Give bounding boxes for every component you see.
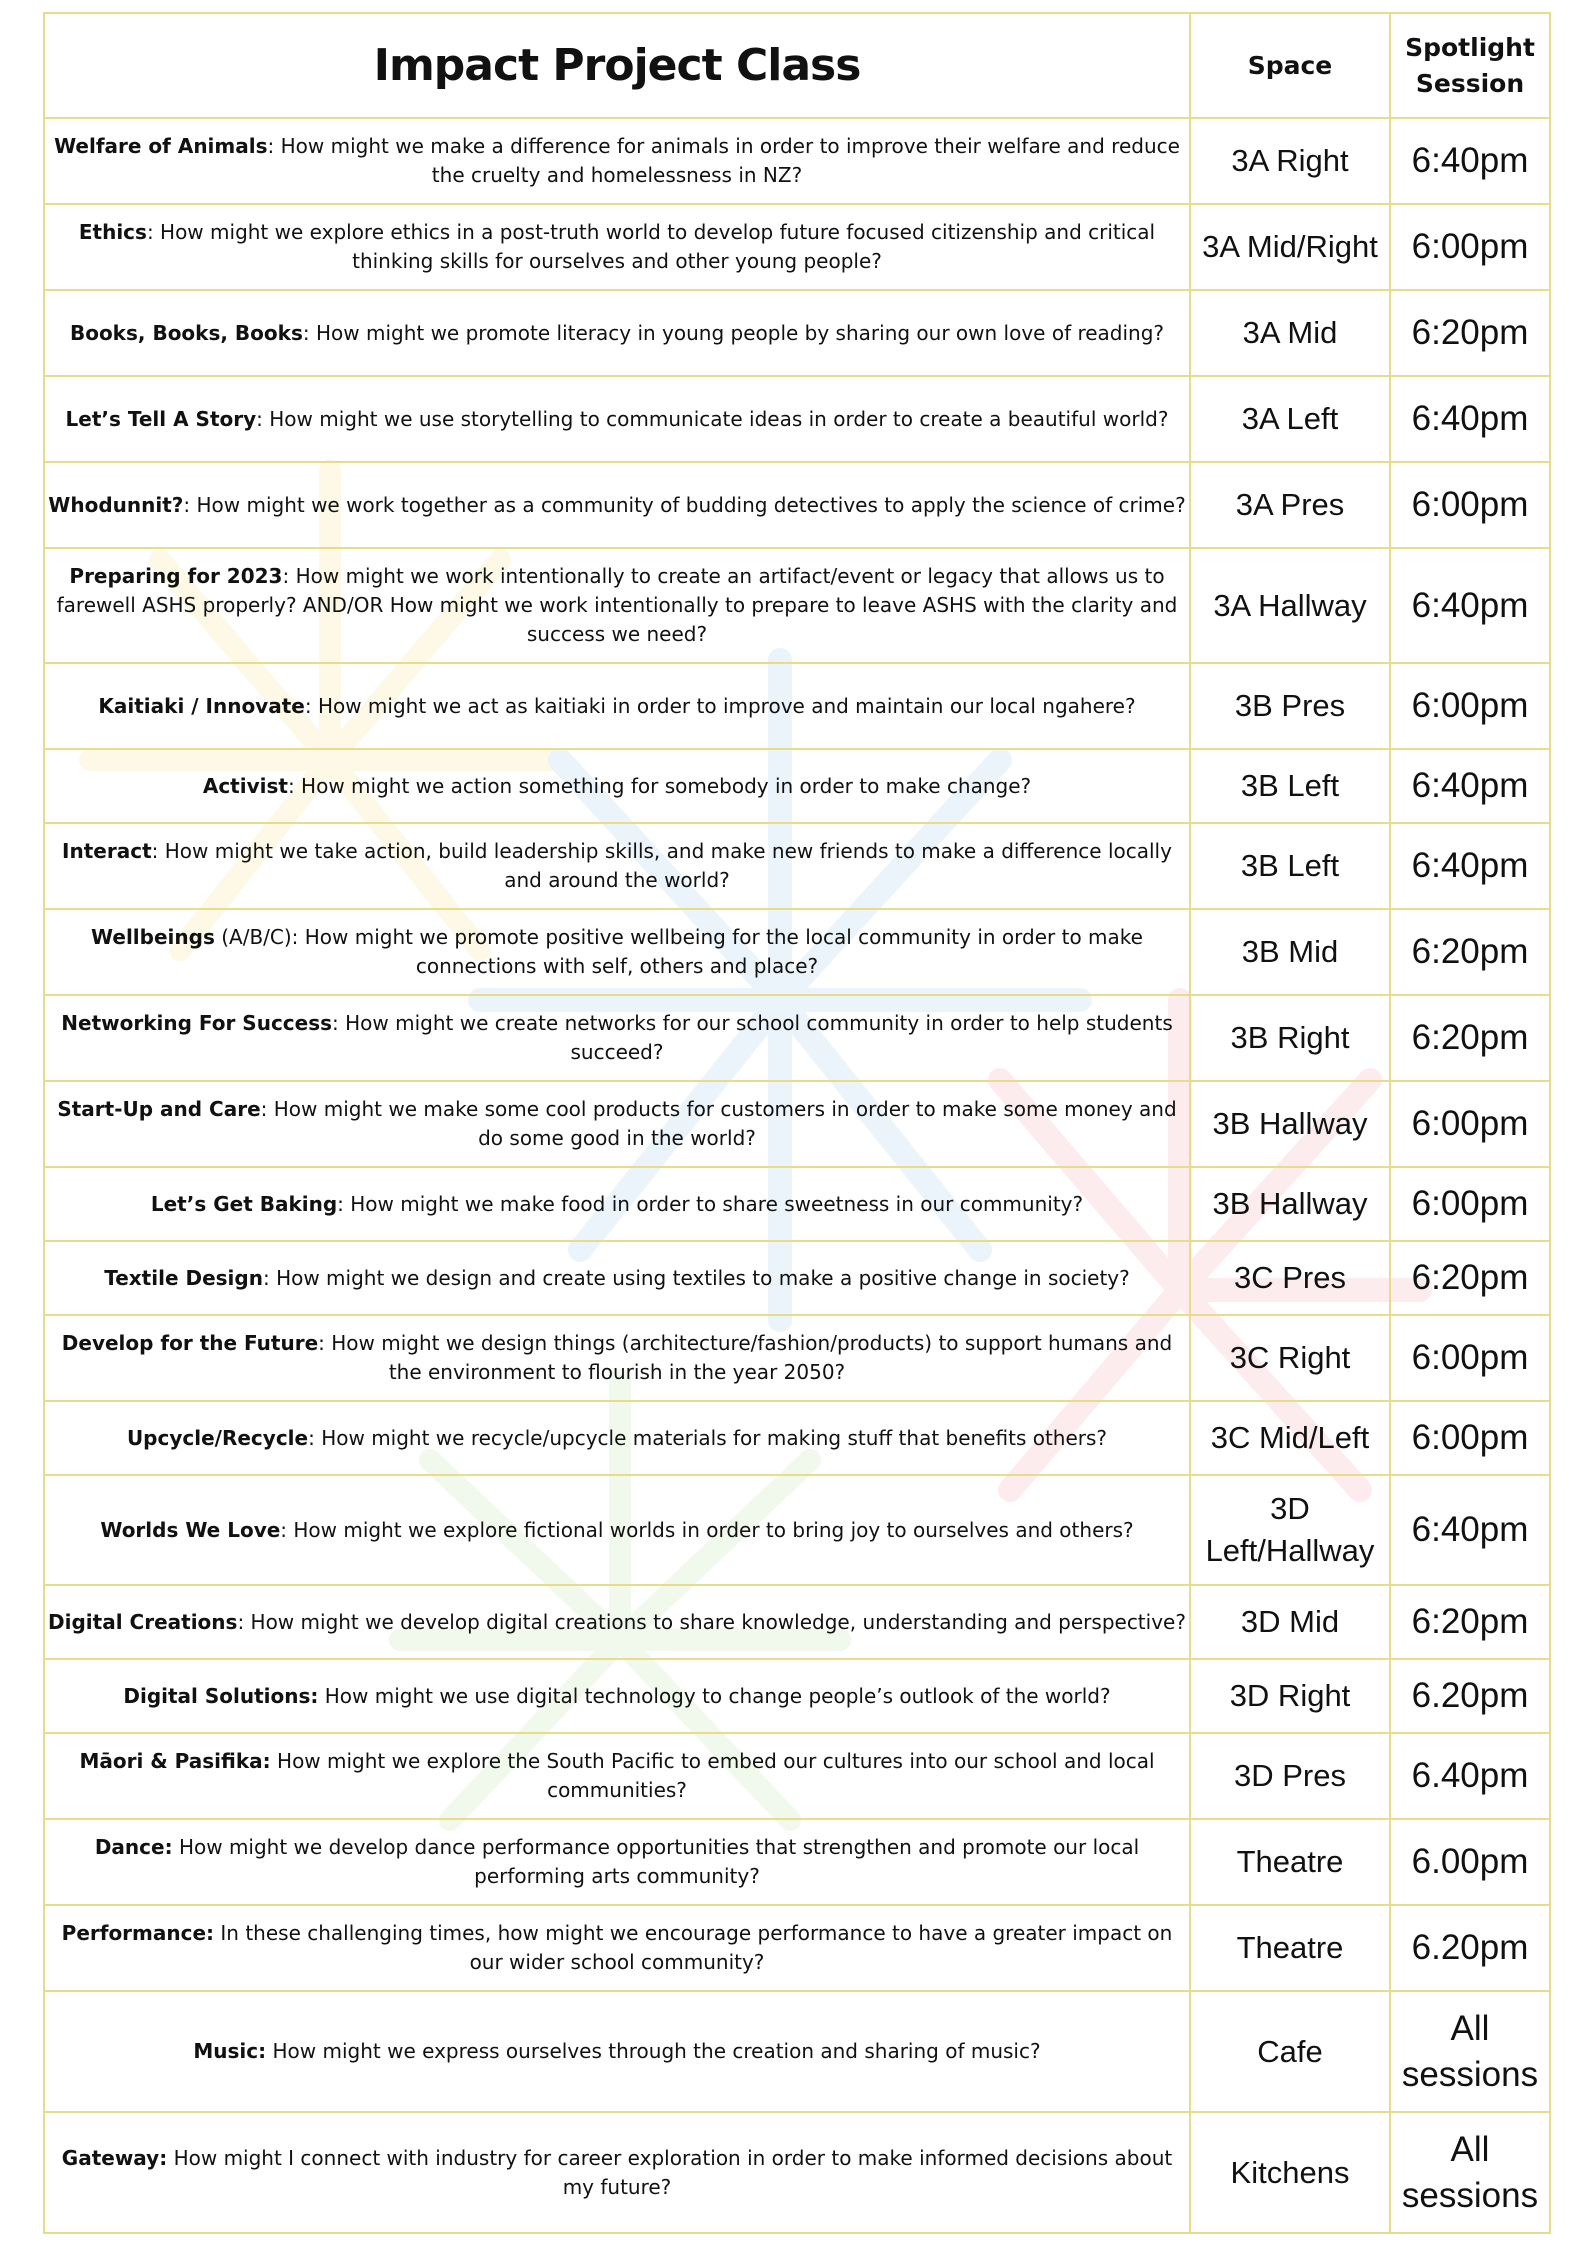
project-question: : How might we make a difference for animals in order to improve their welfare and reduce the cruelty and homelessness in NZ? bbox=[267, 134, 1180, 187]
spotlight-time-cell: 6.40pm bbox=[1390, 1733, 1550, 1819]
space-cell: 3A Mid/Right bbox=[1190, 204, 1390, 290]
project-question: : How might we develop digital creations to share knowledge, understanding and perspective? bbox=[237, 1609, 1186, 1634]
project-name: Gateway: bbox=[61, 2145, 168, 2170]
project-name: Develop for the Future bbox=[61, 1331, 319, 1355]
table-row bbox=[44, 290, 1550, 376]
table-row bbox=[44, 376, 1550, 462]
project-description-cell bbox=[44, 663, 1190, 749]
project-name: Digital Creations bbox=[48, 1609, 238, 1634]
space-cell: 3B Mid bbox=[1190, 909, 1390, 995]
spotlight-time-cell: 6:20pm bbox=[1390, 995, 1550, 1081]
project-description-cell bbox=[44, 909, 1190, 995]
spotlight-time-cell: 6.20pm bbox=[1390, 1905, 1550, 1991]
project-question: : How might we explore fictional worlds in order to bring joy to ourselves and others? bbox=[280, 1517, 1134, 1542]
space-cell: 3A Left bbox=[1190, 376, 1390, 462]
table-row bbox=[44, 1475, 1550, 1585]
project-description-cell bbox=[44, 376, 1190, 462]
table-row bbox=[44, 1659, 1550, 1733]
project-name: Māori & Pasifika: bbox=[79, 1749, 271, 1773]
space-cell: 3D Pres bbox=[1190, 1733, 1390, 1819]
space-cell: 3B Left bbox=[1190, 823, 1390, 909]
space-cell: 3B Pres bbox=[1190, 663, 1390, 749]
space-cell: 3A Hallway bbox=[1190, 548, 1390, 663]
project-name: Textile Design bbox=[104, 1265, 263, 1290]
project-question: (A/B/C): How might we promote positive wellbeing for the local community in order to make connections with self, others and place? bbox=[214, 925, 1143, 978]
table-row bbox=[44, 548, 1550, 663]
spotlight-time-cell: All sessions bbox=[1390, 2112, 1550, 2233]
project-name: Start-Up and Care bbox=[57, 1097, 261, 1121]
project-name: Wellbeings bbox=[91, 925, 215, 949]
table-row bbox=[44, 823, 1550, 909]
project-question: How might we develop dance performance opportunities that strengthen and promote our local performing arts community? bbox=[172, 1835, 1140, 1888]
space-cell: Cafe bbox=[1190, 1991, 1390, 2112]
space-cell: 3D Mid bbox=[1190, 1585, 1390, 1659]
table-row bbox=[44, 1167, 1550, 1241]
spotlight-time-cell: 6:40pm bbox=[1390, 749, 1550, 823]
table-row bbox=[44, 1315, 1550, 1401]
project-description-cell bbox=[44, 118, 1190, 204]
project-question: : How might we make food in order to share sweetness in our community? bbox=[337, 1191, 1084, 1216]
spotlight-time-cell: 6:20pm bbox=[1390, 290, 1550, 376]
space-cell: 3C Mid/Left bbox=[1190, 1401, 1390, 1475]
project-name: Performance: bbox=[61, 1921, 215, 1945]
spotlight-time-cell: 6:00pm bbox=[1390, 1401, 1550, 1475]
project-name: Digital Solutions: bbox=[123, 1683, 319, 1708]
project-description-cell bbox=[44, 1401, 1190, 1475]
header-title: Impact Project Class bbox=[373, 40, 861, 91]
project-name: Preparing for 2023 bbox=[69, 564, 283, 588]
project-name: Worlds We Love bbox=[100, 1517, 281, 1542]
project-description-cell bbox=[44, 995, 1190, 1081]
header-spotlight-label: Spotlight Session bbox=[1405, 32, 1535, 98]
table-row bbox=[44, 1905, 1550, 1991]
project-description-cell bbox=[44, 462, 1190, 548]
project-description-cell bbox=[44, 1733, 1190, 1819]
header-impact-project-class bbox=[44, 13, 1190, 118]
project-name: Networking For Success bbox=[61, 1011, 333, 1035]
project-name: Kaitiaki / Innovate bbox=[98, 693, 305, 718]
project-description-cell bbox=[44, 204, 1190, 290]
project-question: How might I connect with industry for career exploration in order to make informed decisions about my future? bbox=[167, 2145, 1173, 2199]
space-cell: 3C Right bbox=[1190, 1315, 1390, 1401]
project-question: : How might we promote literacy in young people by sharing our own love of reading? bbox=[302, 320, 1165, 345]
project-description-cell bbox=[44, 1315, 1190, 1401]
table-row bbox=[44, 749, 1550, 823]
project-question: How might we use digital technology to change people’s outlook of the world? bbox=[318, 1683, 1111, 1708]
project-name: Let’s Tell A Story bbox=[65, 406, 257, 431]
spotlight-time-cell: 6:40pm bbox=[1390, 376, 1550, 462]
project-question: How might we express ourselves through the creation and sharing of music? bbox=[266, 2039, 1041, 2063]
project-name: Books, Books, Books bbox=[69, 320, 303, 345]
spotlight-time-cell: 6:00pm bbox=[1390, 1315, 1550, 1401]
project-question: : How might we use storytelling to communicate ideas in order to create a beautiful world? bbox=[256, 406, 1169, 431]
project-description-cell bbox=[44, 548, 1190, 663]
table-row bbox=[44, 1241, 1550, 1315]
table-row bbox=[44, 2112, 1550, 2233]
table-row bbox=[44, 118, 1550, 204]
project-description-cell bbox=[44, 1991, 1190, 2112]
spotlight-time-cell: 6.20pm bbox=[1390, 1659, 1550, 1733]
table-row bbox=[44, 995, 1550, 1081]
space-cell: 3D Left/Hallway bbox=[1190, 1475, 1390, 1585]
schedule-body bbox=[44, 118, 1550, 2233]
project-question: How might we explore the South Pacific to embed our cultures into our school and local communities? bbox=[270, 1749, 1155, 1802]
space-cell: Kitchens bbox=[1190, 2112, 1390, 2233]
spotlight-time-cell: 6:20pm bbox=[1390, 909, 1550, 995]
project-question: : How might we design and create using textiles to make a positive change in society? bbox=[262, 1265, 1130, 1290]
project-question: : How might we action something for somebody in order to make change? bbox=[287, 773, 1032, 798]
table-row bbox=[44, 663, 1550, 749]
spotlight-time-cell: 6:40pm bbox=[1390, 823, 1550, 909]
header-spotlight bbox=[1390, 13, 1550, 118]
project-description-cell bbox=[44, 1081, 1190, 1167]
spotlight-time-cell: 6:00pm bbox=[1390, 204, 1550, 290]
project-schedule-table bbox=[43, 12, 1551, 2234]
space-cell: 3D Right bbox=[1190, 1659, 1390, 1733]
project-name: Music: bbox=[193, 2039, 267, 2063]
project-description-cell bbox=[44, 2112, 1190, 2233]
project-question: : How might we create networks for our school community in order to help students succeed? bbox=[332, 1011, 1173, 1064]
space-cell: 3C Pres bbox=[1190, 1241, 1390, 1315]
space-cell: 3A Right bbox=[1190, 118, 1390, 204]
project-question: In these challenging times, how might we encourage performance to have a greater impact on our wider school community? bbox=[214, 1921, 1173, 1974]
spotlight-time-cell: 6:40pm bbox=[1390, 1475, 1550, 1585]
project-description-cell bbox=[44, 1241, 1190, 1315]
project-question: : How might we recycle/upcycle materials for making stuff that benefits others? bbox=[308, 1425, 1108, 1450]
project-description-cell bbox=[44, 1819, 1190, 1905]
project-name: Let’s Get Baking bbox=[150, 1191, 338, 1216]
project-question: : How might we work intentionally to create an artifact/event or legacy that allows us to farewell ASHS properly? AND/OR How might we work intentionally to prepare to leave ASHS with the clarity and success we need? bbox=[56, 564, 1178, 646]
project-description-cell bbox=[44, 823, 1190, 909]
project-name: Dance: bbox=[94, 1835, 173, 1859]
spotlight-time-cell: 6:40pm bbox=[1390, 118, 1550, 204]
space-cell: Theatre bbox=[1190, 1905, 1390, 1991]
spotlight-time-cell: 6:20pm bbox=[1390, 1241, 1550, 1315]
space-cell: 3B Right bbox=[1190, 995, 1390, 1081]
spotlight-time-cell: 6:20pm bbox=[1390, 1585, 1550, 1659]
space-cell: 3A Pres bbox=[1190, 462, 1390, 548]
spotlight-time-cell: 6:00pm bbox=[1390, 1081, 1550, 1167]
project-name: Upcycle/Recycle bbox=[126, 1425, 309, 1450]
project-question: : How might we explore ethics in a post-truth world to develop future focused citizenship and critical thinking skills for ourselves and other young people? bbox=[146, 220, 1156, 273]
table-row bbox=[44, 1585, 1550, 1659]
space-cell: 3B Hallway bbox=[1190, 1167, 1390, 1241]
project-question: : How might we make some cool products for customers in order to make some money and do some good in the world? bbox=[260, 1097, 1177, 1150]
table-row bbox=[44, 1081, 1550, 1167]
project-name: Ethics bbox=[78, 220, 147, 244]
project-description-cell bbox=[44, 1905, 1190, 1991]
spotlight-time-cell: 6:00pm bbox=[1390, 663, 1550, 749]
table-row bbox=[44, 1991, 1550, 2112]
project-question: : How might we act as kaitiaki in order to improve and maintain our local ngahere? bbox=[304, 693, 1136, 718]
table-row bbox=[44, 204, 1550, 290]
space-cell: Theatre bbox=[1190, 1819, 1390, 1905]
spotlight-time-cell: 6:40pm bbox=[1390, 548, 1550, 663]
project-description-cell bbox=[44, 1475, 1190, 1585]
project-question: : How might we work together as a community of budding detectives to apply the science of crime? bbox=[183, 492, 1186, 517]
spotlight-time-cell: 6.00pm bbox=[1390, 1819, 1550, 1905]
project-name: Interact bbox=[62, 839, 152, 863]
project-description-cell bbox=[44, 290, 1190, 376]
project-name: Whodunnit? bbox=[48, 492, 184, 517]
table-row bbox=[44, 1733, 1550, 1819]
table-row bbox=[44, 1819, 1550, 1905]
header-row bbox=[44, 13, 1550, 118]
project-name: Welfare of Animals bbox=[54, 134, 268, 158]
space-cell: 3B Hallway bbox=[1190, 1081, 1390, 1167]
space-cell: 3B Left bbox=[1190, 749, 1390, 823]
project-question: : How might we take action, build leadership skills, and make new friends to make a difference locally and around the world? bbox=[151, 839, 1172, 892]
project-description-cell bbox=[44, 1659, 1190, 1733]
table-row bbox=[44, 1401, 1550, 1475]
project-description-cell bbox=[44, 1167, 1190, 1241]
project-name: Activist bbox=[202, 773, 288, 798]
project-description-cell bbox=[44, 749, 1190, 823]
spotlight-time-cell: 6:00pm bbox=[1390, 1167, 1550, 1241]
header-space-label: Space bbox=[1247, 50, 1333, 80]
header-space bbox=[1190, 13, 1390, 118]
spotlight-time-cell: 6:00pm bbox=[1390, 462, 1550, 548]
project-question: : How might we design things (architecture/fashion/products) to support humans and the environment to flourish in the year 2050? bbox=[318, 1331, 1173, 1384]
space-cell: 3A Mid bbox=[1190, 290, 1390, 376]
table-row bbox=[44, 909, 1550, 995]
table-row bbox=[44, 462, 1550, 548]
project-description-cell bbox=[44, 1585, 1190, 1659]
spotlight-time-cell: All sessions bbox=[1390, 1991, 1550, 2112]
